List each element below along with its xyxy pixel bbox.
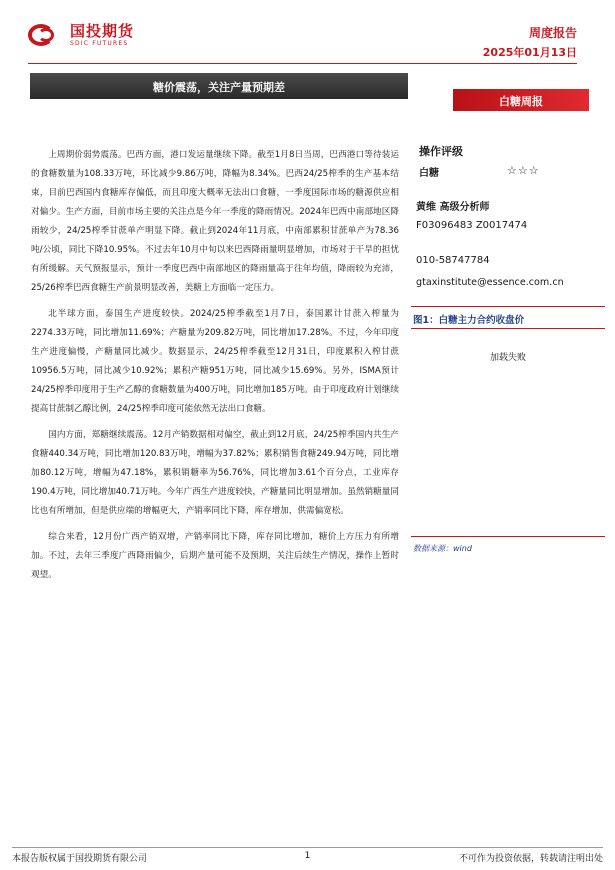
section-tag-label: 白糖周报 bbox=[499, 95, 543, 108]
rating-label: 操作评级 bbox=[419, 145, 463, 158]
figure-title-rule bbox=[411, 328, 605, 329]
rating-product: 白糖 bbox=[419, 168, 439, 179]
figure-source: 数据来源：wind bbox=[413, 544, 472, 553]
footer-disclaimer: 不可作为投资依据，转载请注明出处 bbox=[458, 854, 603, 864]
body-paragraph: 国内方面，郑糖继续震荡。12月产销数据相对偏空，截止到12月底，24/25榨季国内共生产食糖440.34万吨，同比增加120.83万吨，增幅为37.82%；累积销售食糖249.94万吨，同比增加80.12万吨，增幅为47.18%，累积销糖率为56.76%，同比增加3.61个百分点，工业库存190.4万吨，同比增加40.71万吨。今年广西生产进度较快，产糖量同比明显增加。虽然销糖量同比也有所增加，但是供应端的增幅更大，产销率同比下降，库存增加，供需偏宽松。 bbox=[31, 430, 399, 516]
page-number: 1 bbox=[304, 851, 311, 861]
footer-divider bbox=[12, 847, 603, 848]
header-divider bbox=[28, 63, 577, 64]
company-logo bbox=[28, 22, 134, 48]
report-type: 周度报告 bbox=[528, 26, 577, 40]
figure-bottom-rule bbox=[411, 536, 605, 537]
body-paragraph: 北半球方面，泰国生产进度较快。2024/25榨季截至1月7日，泰国累计甘蔗入榨量为2274.33万吨，同比增加11.69%；产糖量为209.82万吨，同比增加17.28%。不过，今年印度生产进度偏慢，产糖量同比减少。数据显示，24/25榨季截至12月31日，印度累积入榨甘蔗10956.5万吨，同比减少10.92%；累积产糖951万吨，同比减少15.69%。另外，ISMA预计24/25榨季印度用于生产乙醇的食糖数量为400万吨，同比增加185万吨。由于印度政府计划继续提高甘蔗制乙醇比例，24/25榨季印度可能依然无法出口食糖。 bbox=[31, 309, 399, 414]
report-title: 糖价震荡，关注产量预期差 bbox=[153, 81, 285, 94]
analyst-cert: F03096483 Z0017474 bbox=[416, 220, 528, 231]
title-banner bbox=[30, 73, 408, 99]
figure-load-failed: 加载失败 bbox=[489, 353, 526, 363]
rating-row bbox=[419, 164, 589, 179]
analyst-name: 黄维 高级分析师 bbox=[416, 202, 490, 213]
figure-top-rule bbox=[411, 306, 605, 307]
figure-title: 图1：白糖主力合约收盘价 bbox=[413, 315, 525, 326]
footer-copyright: 本报告版权属于国投期货有限公司 bbox=[12, 854, 148, 864]
analyst-phone: 010-58747784 bbox=[416, 255, 490, 266]
report-date: 2025年01月13日 bbox=[482, 46, 577, 59]
body-paragraph: 上周期价弱势震荡。巴西方面，港口发运量继续下降。截至1月8日当周，巴西港口等待装运的食糖数量为108.33万吨，环比减少9.86万吨，降幅为8.34%。巴西24/25榨季的生产基本结束，目前巴西国内食糖库存偏低，而且印度大概率无法出口食糖，一季度国际市场的糖源供应相对偏少。生产方面，目前市场主要的关注点是今年一季度的降雨情况。2024年巴西中南部地区降雨较少，24/25榨季甘蔗单产明显下降。截止到2024年11月底，中南部累积甘蔗单产为78.36吨/公顷，同比下降10.95%。不过去年10月中旬以来巴西降雨量明显增加，市场对于干旱的担忧有所缓解。天气预报显示，预计一季度巴西中南部地区的降雨量高于往年均值，降雨较为充沛，25/26榨季巴西食糖生产前景明显改善，美糖上方面临一定压力。 bbox=[31, 150, 399, 293]
logo-mark-icon bbox=[28, 22, 66, 48]
body-paragraph: 综合来看，12月份广西产销双增，产销率同比下降，库存同比增加，糖价上方压力有所增加。不过，去年三季度广西降雨偏少，后期产量可能不及预期，关注后续生产情况，操作上暂时观望。 bbox=[31, 532, 399, 580]
rating-stars-icon: ☆☆☆ bbox=[507, 164, 540, 177]
report-body bbox=[31, 146, 399, 592]
logo-en-text: SDIC FUTURES bbox=[70, 39, 129, 47]
section-tag bbox=[453, 89, 589, 111]
logo-cn-text: 国投期货 bbox=[70, 21, 135, 40]
analyst-email[interactable]: gtaxinstitute@essence.com.cn bbox=[416, 277, 564, 288]
